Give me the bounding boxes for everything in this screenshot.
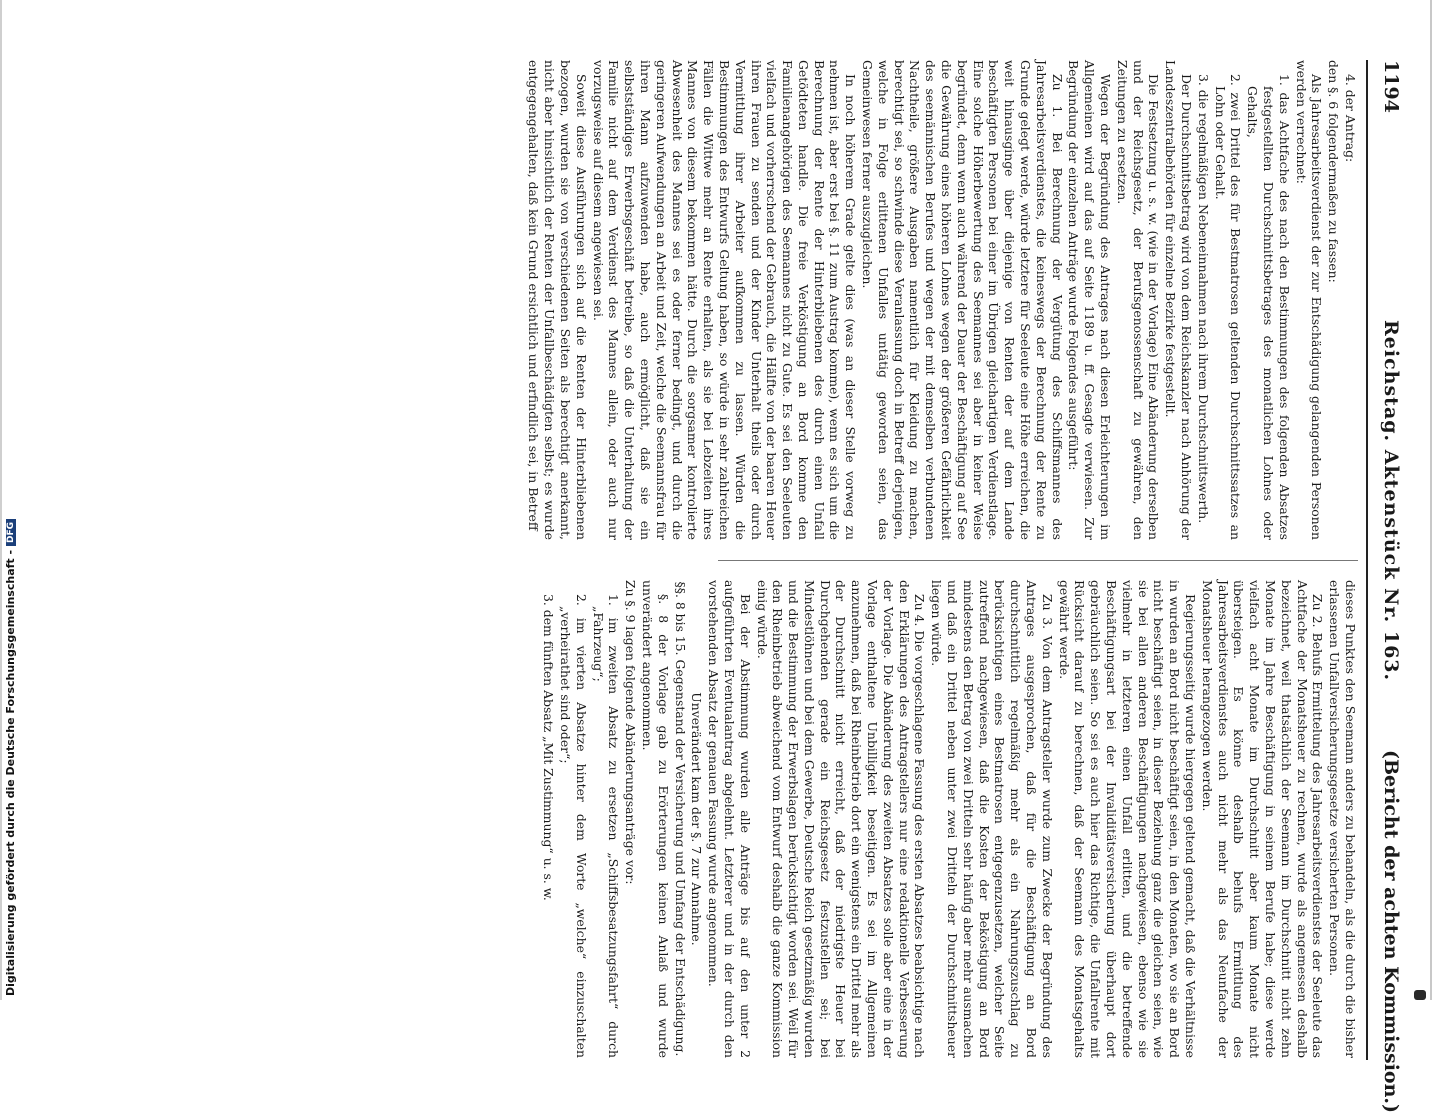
paragraph: Zu 1. Bei Berechnung der Vergütung des Schiffsmannes des Jahresarbeitsverdienstes, die keineswegs der Berechnung der Rente zu Grunde gelegt werde, würde letztere für Seeleute eine Höhe erreichen, die weit hinausginge über diejenige von Renten der auf dem Lande beschäftigten Personen bei einer im Übrigen gleichartigen Verdienstlage. Eine solche Höherbewertung des Seemannes sei aber in keiner Weise begründet, denn wenn auch während der Dauer der Beschäftigung auf See die Gewährung eines höheren Lohnes wegen der größeren Gefährlichkeit des seemännischen Berufes und wegen der mit demselben verbundenen Nachtheile, größere Ausgaben namentlich für Kleidung zu machen, berechtigt sei, so schwinde diese Veranlassung doch in Betreff derjenigen, welche in Folge erlittenen Unfalles untätig geworden seien, das Gemeinwesen ferner auszugleichen.: [860, 60, 1065, 540]
header-rule: [1366, 60, 1368, 1060]
paragraph: 2. im vierten Absatze hinter dem Worte „welche“ einzuschalten „verheirathet sind oder“;: [557, 594, 589, 1058]
paragraph: Als Jahresarbeitsverdienst der zur Entschädigung gelangenden Personen werden verrechnet:: [1293, 60, 1325, 540]
paragraph: In noch höherem Grade gelte dies (was an dieser Stelle vorweg zu nehmen ist, aber erst bei §. 11 zum Austrag komme), wenn es sich um die Berechnung der Rente der Hinterbliebenen des durch einen Unfall Getödteten handle. Die freie Verköstigung an Bord komme den Familienangehörigen des Seemannes nicht zu Gute. Es sei den Seeleuten vielfach und vorherrschend der Gebrauch, die Hälfte von der baaren Heuer ihren Frauen zu senden und der Kinder Unterhalt theils oder durch Vermittlung ihrer Arbeiter aufkommen zu lassen. Würden die Bestimmungen des Entwurfs Geltung haben, so würde in sehr zahlreichen Fällen die Wittwe mehr an Rente erhalten, als sie bei Lebzeiten ihres Mannes von diesem bekommen hätte. Durch die sorgsamer kontrolierte Abwesenheit des Mannes sei es oder ferner bedingt, und durch die geringeren Aufwendungen an Arbeit und Zeit, welche die Seemannsfrau für ihren Mann aufzuwenden habe, auch ermöglicht, daß sie ein selbstständiges Erwerbsgeschäft betreibe, so daß die Unterhaltung der Familie nicht auf dem Verdienst des Mannes allein, oder auch nur vorzugsweise auf diesem angewiesen sei.: [590, 60, 859, 540]
dfg-logo: DFG: [6, 519, 16, 546]
paragraph: 2. zwei Drittel des für Bestmatrosen geltenden Durchschnittssatzes an Lohn oder Gehalt.: [1212, 74, 1244, 540]
column-divider: [718, 560, 1358, 561]
paragraph: 3. die regelmäßigen Nebeneinnahmen nach ihrem Durchschnittswerth.: [1195, 74, 1211, 524]
paragraph: Zu 2. Behufs Ermittelung des Jahresarbeitsverdienstes der Seeleute das Achtfache der Monatsheuer zu rechnen, wurde als angemessen deshalb bezeichnet, weil thatsächlich der Seemann im Durchschnitt nicht zehn Monate im Jahre Beschäftigung in seinem Berufe habe; diese werde vielfach acht Monate im Durchschnitt aber kaum Monate nicht übersteigen. Es könne deshalb behufs Ermittlung des Jahresarbeitsverdienstes auch nicht mehr als das Neunfache der Monatsheuer herangezogen werden.: [1199, 580, 1326, 1058]
scanned-page: [16, 0, 1416, 1113]
paragraph: 4. der Antrag:: [1343, 74, 1358, 163]
paragraph: 3. dem fünften Absatz „Mit Zustimmung“ u. s. w.: [541, 594, 557, 901]
paragraph: 1. das Achtfache des nach den Bestimmungen des folgenden Absatzes festgestellten Durchschnittsbetrages des monatlichen Lohnes oder Gehalts,: [1245, 74, 1292, 540]
paragraph: Regierungsseitig wurde hiergegen geltend gemacht, daß die Verhältnisse in wurden an Bord nicht beschäftigt seien, in den Monaten, wo sie an Bord nicht beschäftigt seien, in dieser Beziehung ganz die gleichen seien, wie sie bei allen anderen Beschäftigungen nachgewiesen, ebenso wie sie vielmehr in letzteren einen Unfall erlitten, und die betreffende Beschäftigungsart bei der Invaliditätsversicherung überhaupt dort gebräuchlich seien. So sei es auch hier das Richtige, die Unfallrente mit Rücksicht darauf zu berechnen, daß der Seemann des Monatsgehalts gewährt werde.: [1056, 580, 1199, 1058]
page-header: [1366, 60, 1402, 1113]
paragraph: §. 8 der Vorlage gab zu Erörterungen keinen Anlaß und wurde unverändert angenommen.: [639, 580, 671, 1058]
right-column: [541, 580, 1358, 1058]
page-subtitle: (Bericht der achten Kommission.): [1380, 750, 1402, 1113]
credit-label: Digitalisierung gefördert durch die Deutsche Forschungsgemeinschaft -: [4, 549, 17, 996]
paragraph: Unverändert kam der §. 7 zur Annahme.: [689, 692, 705, 946]
page-number: 1194: [1380, 60, 1402, 113]
paragraph: den §. 6 folgendermaßen zu fassen:: [1326, 60, 1342, 283]
scan-smudge: [1414, 990, 1426, 1000]
paragraph: Bei der Abstimmung wurden alle Anträge bis auf den unter 2 aufgeführten Eventualantrag abgelehnt. Letzterer und in der durch den vorstehenden Absatz der genauen Fassung wurde angenommen.: [706, 580, 753, 1058]
paragraph: Zu 3. Von dem Antragsteller wurde zum Zwecke der Begründung des Antrages ausgesprochen, daß für die Beschäftigung an Bord durchschnittlich regelmäßig mehr als ein Nahrungszuschlag zu berücksichtigen eines Bestmatrosen entgegenzusetzen, welcher Seite zutreffend nachgewiesen, daß die Kosten der Beköstigung an Bord mindestens den Betrag von zwei Dritteln sehr häufig aber mehr ausmachen und daß ein Drittel neben unter zwei Dritteln der Durchschnittsheuer liegen würde.: [929, 580, 1055, 1058]
left-column: [526, 60, 1358, 540]
paragraph: Soweit diese Ausführungen sich auf die Renten der Hinterbliebenen bezogen, wurden sie von verschiedenen Seiten als berechtigt anerkannt, nicht aber hinsichtlich der Renten der Unfallbeschädigten selbst; es wurde entgegengehalten, daß kein Grund ersichtlich und erfindlich sei, in Betreff: [526, 60, 589, 540]
paragraph: Zu 4. Die vorgeschlagene Fassung des ersten Absatzes beabsichtige nach den Erklärungen des Antragstellers nur eine redaktionelle Verbesserung der Vorlage. Die Abänderung des zweiten Absatzes solle aber eine in der Vorlage enthaltene Unbilligkeit beseitigen. Es sei im Allgemeinen anzunehmen, daß bei Rheinbetrieb dort ein wenigstens ein Drittel mehr als der Durchschnitt nicht erreicht, daß der niedrigste Heuer bei Durchgehenden gerade ein Reichsgesetz festzustellen sei; bei Mindestlöhnen und bei dem Gewerbe, Deutsche Reich gesetzmäßig wurden und die Bestimmung der Erwerbslagen berücksichtigt worden sei. Weil für den Rheinbetrieb abweichend vom Entwurf deshalb die ganze Kommission einig würde.: [754, 580, 928, 1058]
paragraph: Zu §. 9 lagen folgende Abänderungsanträge vor:: [623, 580, 639, 885]
paragraph: Wegen der Begründung des Antrages nach diesen Erleichterungen im Allgemeinen wird auf das auf Seite 1189 u. ff. Gesagte verwiesen. Zur Begründung der einzelnen Anträge wurde Folgendes ausgeführt:: [1066, 60, 1114, 540]
page-title: Reichstag. Aktenstück Nr. 163.: [1380, 320, 1402, 682]
paragraph: Die Festsetzung u. s. w. (wie in der Vorlage) Eine Abänderung derselben und der Reichsgesetz, der Berufsgenossenschaft zu gewähren, den Zeitungen zu ersetzen.: [1114, 60, 1162, 540]
paragraph: dieses Punktes den Seemann anders zu behandeln, als die durch die bisher erlassenen Unfallversicherungsgesetze versicherten Personen.: [1327, 580, 1358, 1058]
paragraph: 1. im zweiten Absatz zu ersetzen „Schiffsbesatzungsfahrt“ durch „Fahrzeug“;: [590, 594, 622, 1058]
paragraph: §§. 8 bis 15. Gegenstand der Versicherung und Umfang der Entschädigung.: [672, 581, 688, 1057]
paragraph: Der Durchschnittsbetrag wird von dem Reichskanzler nach Anhörung der Landeszentralbehörden für einzelne Bezirke festgestellt.: [1163, 60, 1195, 540]
